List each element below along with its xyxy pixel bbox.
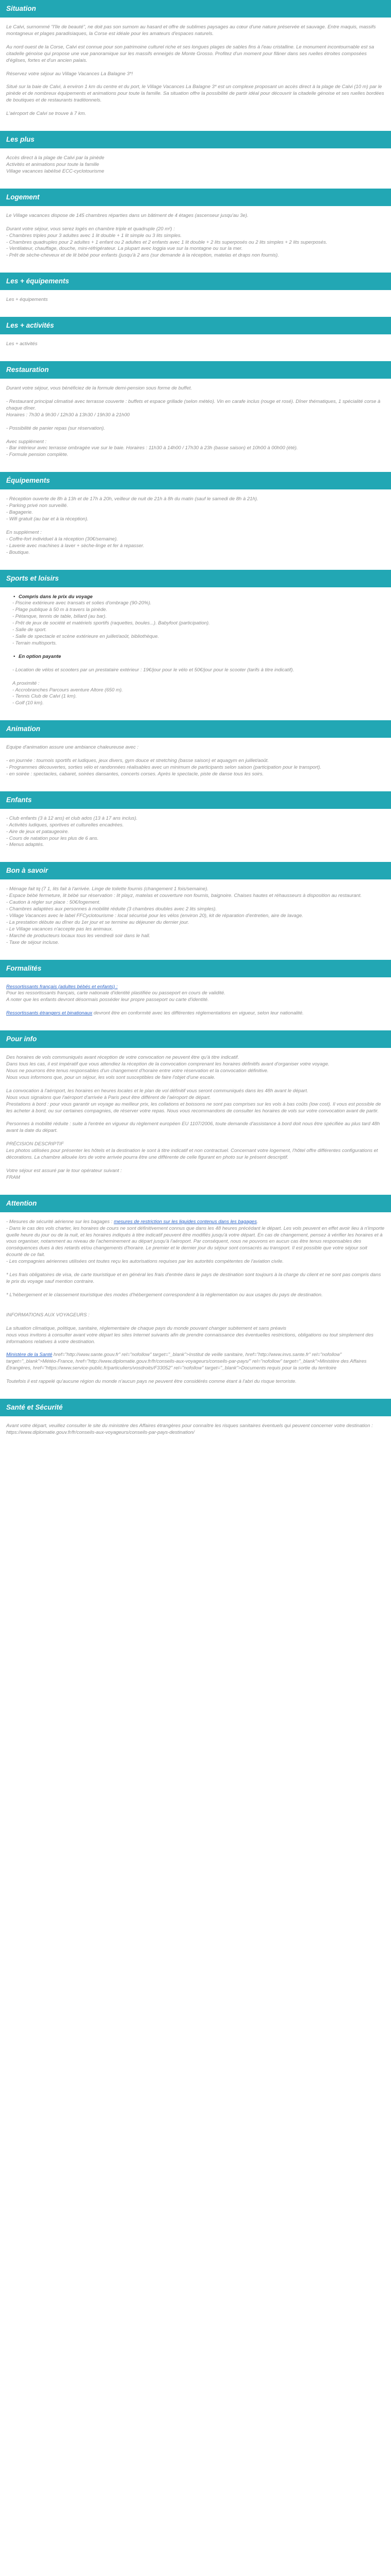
logement-line: - Ventilateur, chauffage, douche, mini-réfrigérateur. La plupart avec loggia vue sur la montagne ou sur la mer. [6, 246, 243, 252]
les-plus-line: Activités et animations pour toute la famille [6, 161, 100, 167]
section-title-formalites: Formalités [0, 960, 391, 977]
section-title-restauration: Restauration [0, 361, 391, 379]
situation-p2: Au nord ouest de la Corse, Calvi est connue pour son patrimoine culturel riche et ses longues plages de sables fins à l'eau cristalline. Le monument incontournable est sa citadelle génoise qui propose une vue panoramique sur les massifs enneigés de Monte Grosso. Profitez d'un moment pour flâner dans ses ruelles étroites composées d'églises, fortes et d'un ancien palais. [6, 44, 374, 63]
sports-text [0, 594, 391, 707]
section-title-equipements: Équipements [0, 472, 391, 489]
sports-line: - Location de vélos et scooters par un prestataire extérieur : 19€/jour pour le vélo et 50€/jour pour le scooter (tarifs à titre indicatif). [12, 667, 295, 673]
section-title-plus-activites: Les + activités [0, 317, 391, 334]
animation-line: Equipe d'animation assure une ambiance chaleureuse avec : [6, 744, 139, 751]
restauration-text [0, 385, 391, 459]
equipements-line: - Boutique. [6, 549, 30, 555]
bon-line: - Village Vacances avec le label FFCyclotourisme : local sécurisé pour les vélos (environ 20), kit de réparation d'entretien, aire de lavage. [6, 913, 303, 919]
bon-line: - Caution à régler sur place : 50€/logement. [6, 900, 101, 906]
attention-line: Toutefois il est rappelé qu'aucune région du monde n'aucun pays ne peuvent être considérés comme étant à l'abri du risque terroriste. [6, 1379, 297, 1385]
equipements-line: - Bagagerie. [6, 510, 33, 516]
restauration-p1: Durant votre séjour, vous bénéficiez de la formule demi-pension sous forme de buffet. [6, 385, 192, 392]
section-title-enfants: Enfants [0, 791, 391, 809]
enfants-line: - Cours de natation pour les plus de 6 ans. [6, 835, 99, 841]
attention-line: . [256, 1218, 258, 1225]
info-line: Nous vous signalons que l'aéroport d'arrivée à Paris peut être différent de l'aéroport de départ. [6, 1094, 211, 1100]
ministere-sante-link[interactable]: Ministère de la Santé [6, 1352, 53, 1358]
formalites-line: devront être en conformité avec les différentes réglementations en vigueur, selon leur nationalité. [92, 1010, 304, 1016]
equipements-text [0, 496, 391, 556]
section-title-attention: Attention [0, 1195, 391, 1212]
ressortissants-francais-link[interactable]: Ressortissants français (adultes bébés et enfants) : [6, 984, 118, 990]
logement-p2: Durant votre séjour, vous serez logés en chambre triple et quadruple (20 m²) : [6, 226, 175, 232]
les-plus-line: Accès direct à la plage de Calvi par la pinède [6, 155, 105, 161]
attention-line: href="http://www.sante.gouv.fr" rel="nofollow" target="_blank">Institut de veille sanitaire, href="http://www.invs.sante.fr" rel="nofollow" target="_blank">Météo-France, href="http://www.diplomatie.gouv.fr/fr/conseils-aux-voyageurs/conseils-par-pays/" rel="nofollow" target="_blank">Ministère des Affaires Étrangères, href="https://www.service-public.fr/particuliers/vosdroits/F33052" rel="nofollow" target="_blank">Documents requis pour la sortie du territoire [6, 1352, 367, 1371]
restauration-p2: - Restaurant principal climatisé avec terrasse couverte : buffets et espace grillade (selon météo). Vin en carafe inclus (rouge et rosé). Dîner thématiques, 1 spécialité corse à chaque dîner. [6, 398, 381, 411]
info-line: Les photos utilisées pour présenter les hôtels et la destination le sont à titre indicatif et non contractuel. Concernant votre logement, l'hôtel offre différentes configurations et décorations. La chambre allouée lors de votre arrivée pourra être une différente de celle figurant en photo sur le présent descriptif. [6, 1148, 378, 1161]
attention-line: - Les compagnies aériennes utilisées ont toutes reçu les autorisations requises par les autorités compétentes de l'aviation civile. [6, 1259, 284, 1265]
sports-line: - Salle de sport. [12, 627, 47, 633]
section-title-logement: Logement [0, 189, 391, 206]
sports-option-list [6, 654, 385, 660]
attention-text [0, 1219, 391, 1385]
restauration-p6: - Bar intérieur avec terrasse ombragée vue sur le baie. Horaires : 11h30 à 14h00 / 17h30 à 23h (basse saison) et 10h00 à 00h00 (été). [6, 445, 298, 451]
animation-line: - en soirée : spectacles, cabaret, soirées dansantes, concerts corses. Après le spectacle, piste de danse tous les soirs. [6, 771, 264, 777]
section-title-pour-info: Pour info [0, 1030, 391, 1048]
logement-text [0, 213, 391, 259]
situation-p4: Situé sur la baie de Calvi, à environ 1 km du centre et du port, le Village Vacances La Balagne 3* est un complexe proposant un accès direct à la plage de Calvi (10 m) par le pinède et de nombreux équipements et animations pour toute la famille. Sa situation offre la possibilité de partir idéal pour découvrir la citadelle génoise et ses ruelles bordées de boutiques et de restaurants traditionnels. [6, 84, 384, 104]
bon-line: - Marché de producteurs locaux tous les vendredi soir dans le hall. [6, 933, 151, 939]
info-line: Nous vous informons que, pour un séjour, les vols sont susceptibles de faire l'objet d'une escale. [6, 1074, 216, 1080]
animation-line: - en journée : tournois sportifs et ludiques, jeux divers, gym douce et stretching (basse saison) et aquagym en juillet/août. [6, 758, 269, 764]
bon-line: - Ménage fait tq (7 1, lits fait à l'arrivée. Linge de toilette fournis (changement 1 fois/semaine). [6, 886, 209, 892]
sports-line: - Tennis Club de Calvi (1 km). [12, 693, 77, 700]
equipements-line: En supplément : [6, 529, 42, 535]
formalites-line: A noter que les enfants devront désormais posséder leur propre passeport ou carte d'identité. [6, 997, 209, 1003]
enfants-text [0, 816, 391, 849]
attention-line: - Mesures de sécurité aérienne sur les bagages : [6, 1218, 114, 1225]
informations-voyageurs-heading: INFORMATIONS AUX VOYAGEURS : [6, 1312, 90, 1318]
enfants-line: - Menus adaptés. [6, 842, 44, 848]
equipements-line: - Coffre-fort individuel à la réception (30€/semaine). [6, 536, 118, 542]
plus-equipements-text: Les + équipements [6, 297, 48, 303]
sante-text [0, 1423, 391, 1436]
formalites-text [0, 984, 391, 1018]
attention-line: - Dans le cas des vols charter, les horaires de cours ne sont définitivement connus que dans les 48 heures précédant le départ. Les vols peuvent en effet avoir lieu à n'importe quelle heure du jour ou de la nuit, et les horaires indiqués à titre indicatif peuvent être modifiés jusqu'à votre départ. En cas de changement, pensez à vérifier les horaires et à vous organiser, notamment au niveau de l'acheminement au départ jusqu'à l'aéroport. Par conséquent, nous ne pouvons en aucun cas être tenus responsables des conséquences dues à des retards et/ou changements d'horaire. Le premier et le dernier jour du séjour sont consacrés au transport. Il est possible que votre séjour soit écourté de ce fait. [6, 1225, 385, 1258]
section-title-animation: Animation [0, 720, 391, 738]
section-title-plus-equipements: Les + équipements [0, 273, 391, 290]
animation-text [0, 744, 391, 778]
sports-line: - Pétanque, tennis de table, billard (au bar). [12, 614, 107, 620]
section-title-sante-securite: Santé et Sécurité [0, 1399, 391, 1416]
info-line: Prestations à bord : pour vous garantir un voyage au meilleur prix, les collations et boissons ne sont pas comprises sur les vols à bas coûts (low cost). Il vous est possible de les acheter à bord, ou sur certaines compagnies, de réserver votre repas. Nous vous recommandons de consulter les horaires de vols sur votre convocation avant de partir. [6, 1101, 381, 1114]
situation-p3: Réservez votre séjour au Village Vacances La Balagne 3*! [6, 71, 133, 77]
info-line: FRAM [6, 1174, 20, 1180]
bon-line: - Espace bébé fermeture, lit bébé sur réservation : lit playz, matelas et couverture non fournis, baignoire. Chaises hautes et réhausseurs à disposition au restaurant. [6, 893, 362, 899]
enfants-line: - Club enfants (3 à 12 ans) et club ados (13 à 17 ans inclus). [6, 815, 138, 821]
sports-line: - Accrobranches Parcours aventure Altore (650 m). [12, 687, 123, 693]
formalites-line: Pour les ressortissants français, carte nationale d'identité plastifiée ou passeport en cours de validité. [6, 990, 225, 996]
situation-text [0, 24, 391, 117]
info-line: Nous ne pourrons être tenus responsables d'un changement d'horaire entre votre réservation et la convocation définitive. [6, 1067, 269, 1074]
sports-line: - Piscine extérieure avec transats et solies d'ombrage (90-20%). [12, 600, 152, 606]
info-line: PRÉCISION DESCRIPTIF [6, 1141, 64, 1147]
sports-included-list [6, 594, 385, 601]
les-plus-text [0, 155, 391, 175]
plus-activites-text: Les + activités [6, 341, 38, 347]
sports-line: A proximité : [12, 680, 40, 686]
situation-p1: Le Calvi, surnommé "l'île de beauté", ne doit pas son surnom au hasard et offre de sublimes paysages au cœur d'une nature préservée et sauvage. Entre maquis, massifs montagneux et plages paradisiaques, la Corse est idéale pour les amateurs d'espaces naturels. [6, 24, 376, 37]
section-title-situation: Situation [0, 0, 391, 18]
sports-line: - Golf (10 km). [12, 700, 44, 706]
sports-line: - Salle de spectacle et scène extérieure en juillet/août, bibliothèque. [12, 633, 159, 639]
attention-line: nous vous invitons à consulter avant votre départ les sites Internet suivants afin de prendre connaissance des éventuelles restrictions, obligations ou tout simplement des informations relatives à votre destination. [6, 1332, 373, 1345]
attention-line: * Les frais obligatoires de visa, de carte touristique et en général les frais d'entrée dans le pays de destination sont toujours à la charge du client et ne sont pas compris dans le prix du voyage sauf mention contraire. [6, 1272, 381, 1284]
sports-line: - Plage publique à 50 m à travers la pinède. [12, 607, 107, 613]
equipements-line: - Laverie avec machines à laver + sèche-linge et fer à repasser. [6, 543, 144, 549]
bon-line: - Chambres adaptées aux personnes à mobilité réduite (3 chambres doubles avec 2 lits simples). [6, 906, 217, 912]
restauration-p7: - Formule pension complète. [6, 452, 69, 458]
enfants-line: - Activités ludiques, sportives et culturelles encadrées. [6, 822, 124, 828]
info-line: Des horaires de vols communiqués avant réception de votre convocation ne peuvent être qu'à titre indicatif. [6, 1055, 239, 1061]
sports-line: - Prêt de jeux de société et matériels sportifs (raquettes, boules...). Babyfoot (participation). [12, 620, 210, 626]
section-title-les-plus: Les plus [0, 131, 391, 148]
bon-line: - La prestation débute au dîner du 1er jour et se termine au déjeuner du dernier jour. [6, 919, 189, 925]
info-line: Personnes à mobilité réduite : suite à l'entrée en vigueur du règlement européen EU 1107/2006, toute demande d'assistance à bord doit nous être spécifiée au plus tard 48h avant la date du départ. [6, 1121, 380, 1134]
sports-line: - Terrain multisports. [12, 640, 57, 646]
sante-line: Avant votre départ, veuillez consulter le site du ministère des Affaires étrangères pour connaître les risques sanitaires éventuels qui peuvent concerner votre destination : https://www.diplomatie.gouv.fr/fr/conseils-aux-voyageurs/conseils-par-pays-destination/ [6, 1423, 373, 1435]
situation-p5: L'aéroport de Calvi se trouve à 7 km. [6, 111, 86, 117]
ressortissants-etrangers-link[interactable]: Ressortissants étrangers et binationaux [6, 1010, 92, 1016]
logement-line: - Prêt de sèche-cheveux et de lit bébé pour enfants (jusqu'à 2 ans (sur demande à la réception, matelas et draps non fournis). [6, 252, 279, 259]
liquides-bagages-link[interactable]: mesures de restriction sur les liquides contenus dans les bagages [113, 1218, 257, 1225]
section-title-sports-loisirs: Sports et loisirs [0, 570, 391, 587]
logement-line: - Chambres quadruples pour 2 adultes + 1 enfant ou 2 adultes et 2 enfants avec 1 lit double + 2 lits superposés ou 2 lits simples + 2 lits superposés. [6, 239, 328, 245]
info-line: Votre séjour est assuré par le tour opérateur suivant : [6, 1167, 122, 1174]
info-line: Dans tous les cas, il est impératif que vous attendiez la réception de la convocation comprenant les horaires définitifs avant d'organiser votre voyage. [6, 1061, 330, 1067]
bon-a-savoir-text [0, 886, 391, 946]
restauration-p4: - Possibilité de panier repas (sur réservation). [6, 425, 105, 431]
equipements-line: - Réception ouverte de 8h à 13h et de 17h à 20h, veilleur de nuit de 21h à 8h du matin (sauf le samedi de 8h à 21h). [6, 496, 258, 502]
logement-p1: Le Village vacances dispose de 145 chambres réparties dans un bâtiment de 4 étages (ascenseur jusqu'au 3e). [6, 212, 249, 218]
bon-line: - Le Village vacances n'accepte pas les animaux. [6, 926, 113, 932]
bon-line: - Taxe de séjour incluse. [6, 939, 59, 945]
restauration-p5: Avec supplément : [6, 438, 46, 445]
info-line: La convocation à l'aéroport, les horaires en heures locales et le plan de vol définitif vous seront communiqués dans les 48h avant le départ. [6, 1088, 308, 1094]
sports-option-heading: En option payante [19, 653, 61, 659]
les-plus-line: Village vacances labélisé ECC-cyclotourisme [6, 168, 104, 174]
enfants-line: - Aire de jeux et pataugeoire. [6, 828, 69, 835]
animation-line: - Programmes découvertes, sorties vélo et randonnées réalisables avec un minimum de participants selon saison (participation pour le transport). [6, 765, 321, 771]
logement-line: - Chambres triples pour 3 adultes avec 1 lit double + 1 lit simple ou 3 lits simples. [6, 232, 182, 239]
attention-line: La situation climatique, politique, sanitaire, réglementaire de chaque pays du monde pouvant changer subitement et sans préavis [6, 1325, 286, 1331]
restauration-p3: Horaires : 7h30 à 9h30 / 12h30 à 13h30 / 19h30 à 21h00 [6, 412, 130, 418]
equipements-line: - Wifi gratuit (au bar et à la réception). [6, 516, 89, 522]
section-title-bon-a-savoir: Bon à savoir [0, 862, 391, 879]
attention-line: * L'hébergement et le classement touristique des modes d'hébergement correspondent à la réglementation ou aux usages du pays de destination. [6, 1292, 323, 1298]
pour-info-text [0, 1055, 391, 1181]
sports-included-heading: Compris dans le prix du voyage [19, 594, 93, 600]
equipements-line: - Parking privé non surveillé. [6, 503, 68, 509]
